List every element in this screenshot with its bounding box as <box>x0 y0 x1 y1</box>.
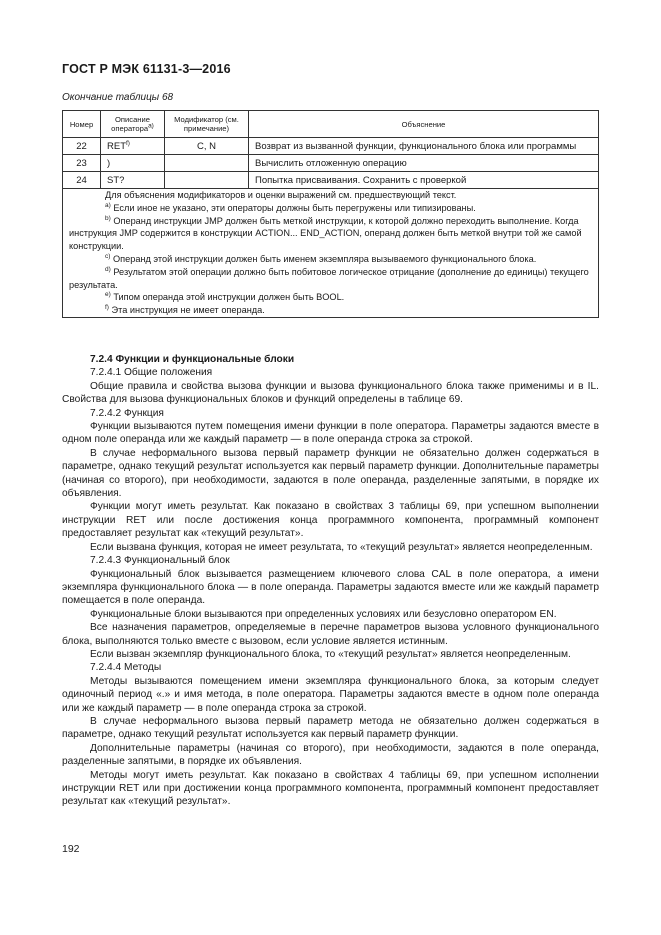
footnote-d-text: Результатом этой операции должно быть побитовое логическое отрицание (дополнение до единицы) текущего результата. <box>69 266 589 290</box>
paragraph: Функциональный блок вызывается размещением ключевого слова CAL в поле оператора, а имени экземпляра функционального блока — в поле операнда. Параметры задаются вместе или же каждый параметр помещается в поле операнда. <box>62 568 599 607</box>
table-row <box>63 172 599 189</box>
paragraph: Дополнительные параметры (начиная со второго), при необходимости, задаются в поле операнда, разделенные запятыми, в порядке их объявления. <box>62 742 599 768</box>
table-header-row <box>63 111 599 138</box>
footnote-b-text: Операнд инструкции JMP должен быть меткой инструкции, к которой должно переходить выполнение. Когда инструкция JMP содержится в конструкции ACTION... END_ACTION, операнд должен быть меткой внутри той же самой конструкции. <box>69 215 582 252</box>
footnote-b <box>69 215 592 253</box>
row-number: 22 <box>63 138 101 155</box>
footnote-c-mark: c) <box>105 252 111 260</box>
footnote-c-text: Операнд этой инструкции должен быть именем экземпляра вызываемого функционального блока. <box>110 253 537 264</box>
paragraph: В случае неформального вызова первый параметр функции не обязательно должен содержаться в параметре, однако текущий результат используется как первый параметр функции. Дополнительные параметры (начиная со второго), при необходимости, задаются в поле операнда, разделенные запятыми, в порядке их объявления. <box>62 447 599 500</box>
footnote-d-mark: d) <box>105 265 111 273</box>
footnote-a-text: Если иное не указано, эти операторы должны быть перегружены или типизированы. <box>110 202 476 213</box>
paragraph: Если вызвана функция, которая не имеет результата, то «текущий результат» является неопределенным. <box>90 541 593 553</box>
paragraph: Методы могут иметь результат. Как показано в свойствах 4 таблицы 69, при успешном исполнении инструкции RET или при достижении конца программного компонента, программный компонент предоставляет результат как «текущий результат». <box>62 769 599 808</box>
footnote-c <box>69 253 592 266</box>
row-operator: ST? <box>101 172 165 189</box>
header-explanation: Объяснение <box>249 111 599 138</box>
paragraph: Функции вызываются путем помещения имени функции в поле оператора. Параметры задаются вместе в одном поле операнда или же каждый параметр — в поле операнда строка за строкой. <box>62 421 599 446</box>
footnote-f-text: Эта инструкция не имеет операнда. <box>108 305 265 316</box>
row-number: 23 <box>63 155 101 172</box>
page-number: 192 <box>62 843 80 855</box>
subsection-heading: 7.2.4.2 Функция <box>90 407 164 419</box>
paragraph: Функции могут иметь результат. Как показано в свойствах 3 таблицы 69, при успешном выполнении инструкции RET или после достижения конца программного компонента, программный компонент предоставляет результат как «текущий результат». <box>62 501 599 540</box>
header-operator <box>101 111 165 138</box>
paragraph: Все назначения параметров, определяемые в перечне параметров вызова условного функционального блока, выполняются только вместе с вызовом, если условие является истинным. <box>62 622 599 647</box>
footnote-d <box>69 266 592 292</box>
footnote-b-mark: b) <box>105 214 111 222</box>
row-operator: ) <box>101 155 165 172</box>
row-explanation: Попытка присваивания. Сохранить с проверкой <box>249 172 599 189</box>
operator-text: RET <box>107 140 126 152</box>
footnote-a-mark: a) <box>105 201 111 209</box>
subsection-heading: 7.2.4.4 Методы <box>90 662 162 674</box>
table-row <box>63 155 599 172</box>
paragraph: Функциональные блоки вызываются при определенных условиях или безусловно оператором EN. <box>90 608 557 620</box>
paragraph: В случае неформального вызова первый параметр метода не обязательно должен содержаться в параметре, однако текущий результат используется как первый параметр функции. <box>62 715 599 741</box>
paragraph: Если вызван экземпляр функционального блока, то «текущий результат» является неопределенным. <box>90 648 571 660</box>
header-operator-text: Описание оператора <box>111 115 150 133</box>
subsection-heading: 7.2.4.3 Функциональный блок <box>90 555 230 567</box>
row-explanation: Вычислить отложенную операцию <box>249 155 599 172</box>
note-intro: Для объяснения модификаторов и оценки выражений см. предшествующий текст. <box>105 190 457 200</box>
subsection-heading: 7.2.4.1 Общие положения <box>90 367 213 379</box>
footnote-a <box>69 202 592 215</box>
footnote-f-mark: f) <box>105 304 109 312</box>
table-notes <box>63 189 599 318</box>
operator-footnote: f) <box>126 139 130 147</box>
document-header: ГОСТ Р МЭК 61131-3—2016 <box>62 62 231 76</box>
footnote-e-text: Типом операнда этой инструкции должен быть BOOL. <box>110 292 345 303</box>
row-explanation: Возврат из вызванной функции, функционального блока или программы <box>249 138 599 155</box>
paragraph: Общие правила и свойства вызова функции и вызова функционального блока также применимы и в IL. Свойства для вызова функциональных блоков и функций определены в таблице 69. <box>62 380 599 406</box>
footnote-e-mark: e) <box>105 291 111 299</box>
row-number: 24 <box>63 172 101 189</box>
footnote-f <box>69 304 592 317</box>
row-modifier <box>165 172 249 189</box>
footnote-e <box>69 291 592 304</box>
header-number: Номер <box>63 111 101 138</box>
body-text <box>62 353 599 809</box>
row-modifier: C, N <box>165 138 249 155</box>
table-68 <box>62 110 599 318</box>
header-operator-footnote: a) <box>148 122 154 130</box>
row-modifier <box>165 155 249 172</box>
paragraph: Методы вызываются помещением имени экземпляра функционального блока, за которым следует одиночный период «.» и имя метода, в поле оператора. Параметры задаются вместе в одном поле операнда или же каждый параметр — в поле операнда строка за строкой. <box>62 675 599 714</box>
table-row <box>63 138 599 155</box>
table-caption: Окончание таблицы 68 <box>62 92 174 103</box>
table-notes-row <box>63 189 599 318</box>
row-operator <box>101 138 165 155</box>
section-heading: 7.2.4 Функции и функциональные блоки <box>90 354 295 365</box>
header-modifier: Модификатор (см. примечание) <box>165 111 249 138</box>
